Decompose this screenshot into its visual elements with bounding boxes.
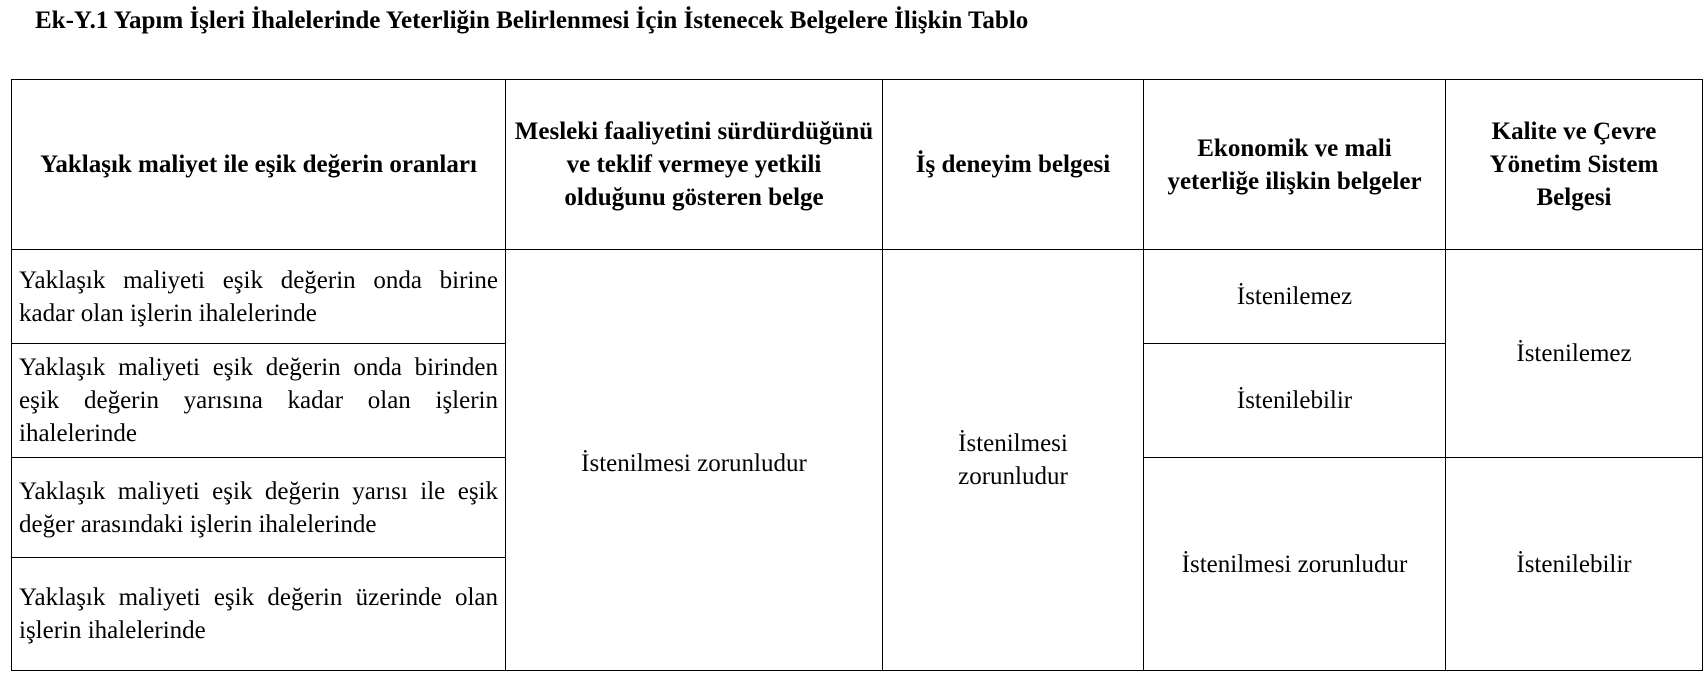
header-quality-environment: Kalite ve Çevre Yönetim Sistem Belgesi [1446,80,1703,250]
table-header-row [12,80,1703,250]
economic-cell-3: İstenilmesi zorunludur [1144,458,1446,671]
work-experience-cell: İstenilmesi zorunludur [883,250,1144,671]
header-economic-financial: Ekonomik ve mali yeterliğe ilişkin belgeler [1144,80,1446,250]
requirements-table [11,79,1703,671]
economic-cell-2: İstenilebilir [1144,344,1446,458]
header-work-experience: İş deneyim belgesi [883,80,1144,250]
header-professional-activity: Mesleki faaliyetini sürdürdüğünü ve teklif vermeye yetkili olduğunu gösteren belge [506,80,883,250]
header-cost-ratio: Yaklaşık maliyet ile eşik değerin oranları [12,80,506,250]
page-title: Ek-Y.1 Yapım İşleri İhalelerinde Yeterliğin Belirlenmesi İçin İstenecek Belgelere İlişkin Tablo [35,7,1029,34]
economic-cell-1: İstenilemez [1144,250,1446,344]
row-label-2: Yaklaşık maliyeti eşik değerin onda birinden eşik değerin yarısına kadar olan işlerin ihalelerinde [12,344,506,458]
table-row [12,250,1703,344]
row-label-1: Yaklaşık maliyeti eşik değerin onda birine kadar olan işlerin ihalelerinde [12,250,506,344]
row-label-3: Yaklaşık maliyeti eşik değerin yarısı ile eşik değer arasındaki işlerin ihalelerinde [12,458,506,558]
quality-cell-2: İstenilebilir [1446,458,1703,671]
quality-cell-1: İstenilemez [1446,250,1703,458]
row-label-4: Yaklaşık maliyeti eşik değerin üzerinde olan işlerin ihalelerinde [12,558,506,671]
professional-activity-cell: İstenilmesi zorunludur [506,250,883,671]
